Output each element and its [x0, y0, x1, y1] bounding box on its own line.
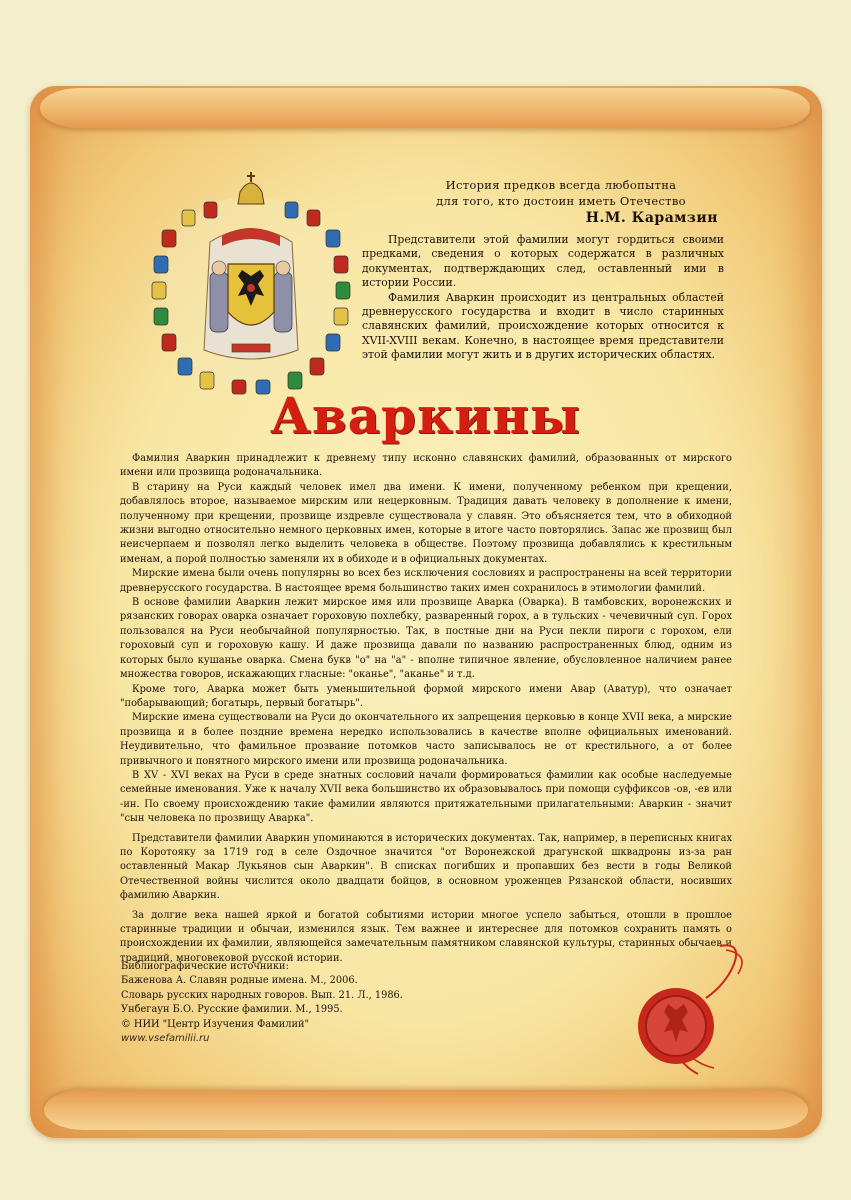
- bibliography-item: Словарь русских народных говоров. Вып. 21. Л., 1986.: [121, 989, 403, 1001]
- body-paragraph: Представители фамилии Аваркин упоминаются в исторических документах. Так, например, в переписных книгах по Коротояку за 1719 год в селе Оздочное значится "от Воронежской драгунской шквадроны из-за ран оставленный Макар Лукьянов сын Аваркин". В списках погибших и пропавших без вести в годы Великой Отечественной войны числится около двадцати бойцов, в основном уроженцев Рязанской области, носивших фамилию Аваркин.: [120, 832, 732, 902]
- bibliography: [121, 960, 541, 1032]
- body-paragraph: В старину на Руси каждый человек имел два имени. К имени, полученному ребенком при крещении, добавлялось второе, называемое мирским или нецерковным. Традиция давать человеку в дополнение к имени, полученному при крещении, прозвище издревле существовала у славян. Это объясняется тем, что в обиходной жизни выгодно относительно немного церковных имен, которые в итоге часто повторялись. Запас же прозвищ был неисчерпаем и позволял легко выделить человека в обществе. Поэтому прозвища добавлялись к крестильным именам, а порой полностью заменяли их в обиходе и в официальных документах.: [120, 481, 732, 565]
- body-paragraph: В XV - XVI веках на Руси в среде знатных сословий начали формироваться фамилии как особые наследуемые семейные именования. Уже к началу XVII века большинство их образовывалось при помощи суффиксов -ов, -ев или -ин. По своему происхождению такие фамилии являются притяжательными прилагательными: Аваркин - значит "сын человека по прозвищу Аварка".: [120, 769, 732, 825]
- body-text: [120, 452, 732, 966]
- epigraph-line-2: для того, кто достоин иметь Отечество: [436, 194, 686, 208]
- bibliography-item: Баженова А. Славян родные имена. М., 2006.: [121, 975, 358, 987]
- bibliography-heading: Библиографические источники:: [121, 961, 289, 972]
- intro-paragraph: Фамилия Аваркин происходит из центральных областей древнерусского государства и входит в число старинных славянских фамилий, происхождение которых относится к XVII-XVIII векам. Конечно, в настоящее время представители этой фамилии могут жить и в других исторических областях.: [362, 290, 724, 362]
- website-link[interactable]: www.vsefamilii.ru: [121, 1033, 210, 1044]
- body-paragraph: Фамилия Аваркин принадлежит к древнему типу исконно славянских фамилий, образованных от мирского имени или прозвища родоначальника.: [120, 453, 732, 479]
- wax-seal-icon: [622, 940, 752, 1080]
- bibliography-item: Унбегаун Б.О. Русские фамилии. М., 1995.: [121, 1004, 343, 1016]
- scroll-top-curl: [40, 88, 810, 128]
- body-paragraph: Кроме того, Аварка может быть уменьшительной формой мирского имени Авар (Аватур), что означает "побарывающий; богатырь, первый богатырь".: [120, 683, 732, 709]
- intro-paragraph: Представители этой фамилии могут гордиться своими предками, сведения о которых содержатся в различных документах, подтверждающих след, оставленный ими в истории России.: [362, 233, 724, 290]
- family-name-title: Аваркины: [270, 386, 581, 445]
- epigraph-line-1: История предков всегда любопытна: [445, 178, 677, 192]
- epigraph: [400, 177, 722, 209]
- epigraph-author: Н.М. Карамзин: [585, 210, 718, 226]
- body-paragraph: В основе фамилии Аваркин лежит мирское имя или прозвище Аварка (Оварка). В тамбовских, воронежских и рязанских говорах оварка означает гороховую похлебку, разваренный горох, а в тульских - чечевичный суп. Горох пользовался на Руси необычайной популярностью. Так, в постные дни на Руси пекли пироги с горохом, ели гороховый суп и гороховую кашу. И даже прозвища давали по названию распространенных блюд, одним из которых было кушанье оварка. Смена букв "о" на "а" - вполне типичное явление, обусловленное наличием ранее множества говоров, искажающих гласные: "оканье", "аканье" и т.д.: [120, 597, 732, 681]
- body-paragraph: Мирские имена были очень популярны во всех без исключения сословиях и распространены на всей территории древнерусского государства. В настоящее время большинство таких имен сохранилось в этимологии фамилий.: [120, 568, 732, 594]
- body-paragraph: За долгие века нашей яркой и богатой событиями истории многое успело забыться, отошли в прошлое старинные традиции и обычаи, изменился язык. Тем важнее и интереснее для потомков сохранить память о происхождении их фамилии, являющейся замечательным памятником славянской культуры, старинных обычаев и традиций, многовековой русской истории.: [120, 909, 732, 964]
- imperial-coat-of-arms-icon: [148, 172, 354, 396]
- body-paragraph: Мирские имена существовали на Руси до окончательного их запрещения церковью в конце XVII века, а мирские прозвища и в более поздние времена нередко использовались в качестве вполне официальных именований. Неудивительно, что фамильное прозвание потомков часто записывалось не от крестильного, а от более привычного и понятного мирского имени или прозвища родоначальника.: [120, 712, 732, 767]
- copyright: © НИИ "Центр Изучения Фамилий": [121, 1018, 310, 1030]
- intro-text: [362, 233, 724, 363]
- scroll-bottom-curl: [44, 1090, 808, 1130]
